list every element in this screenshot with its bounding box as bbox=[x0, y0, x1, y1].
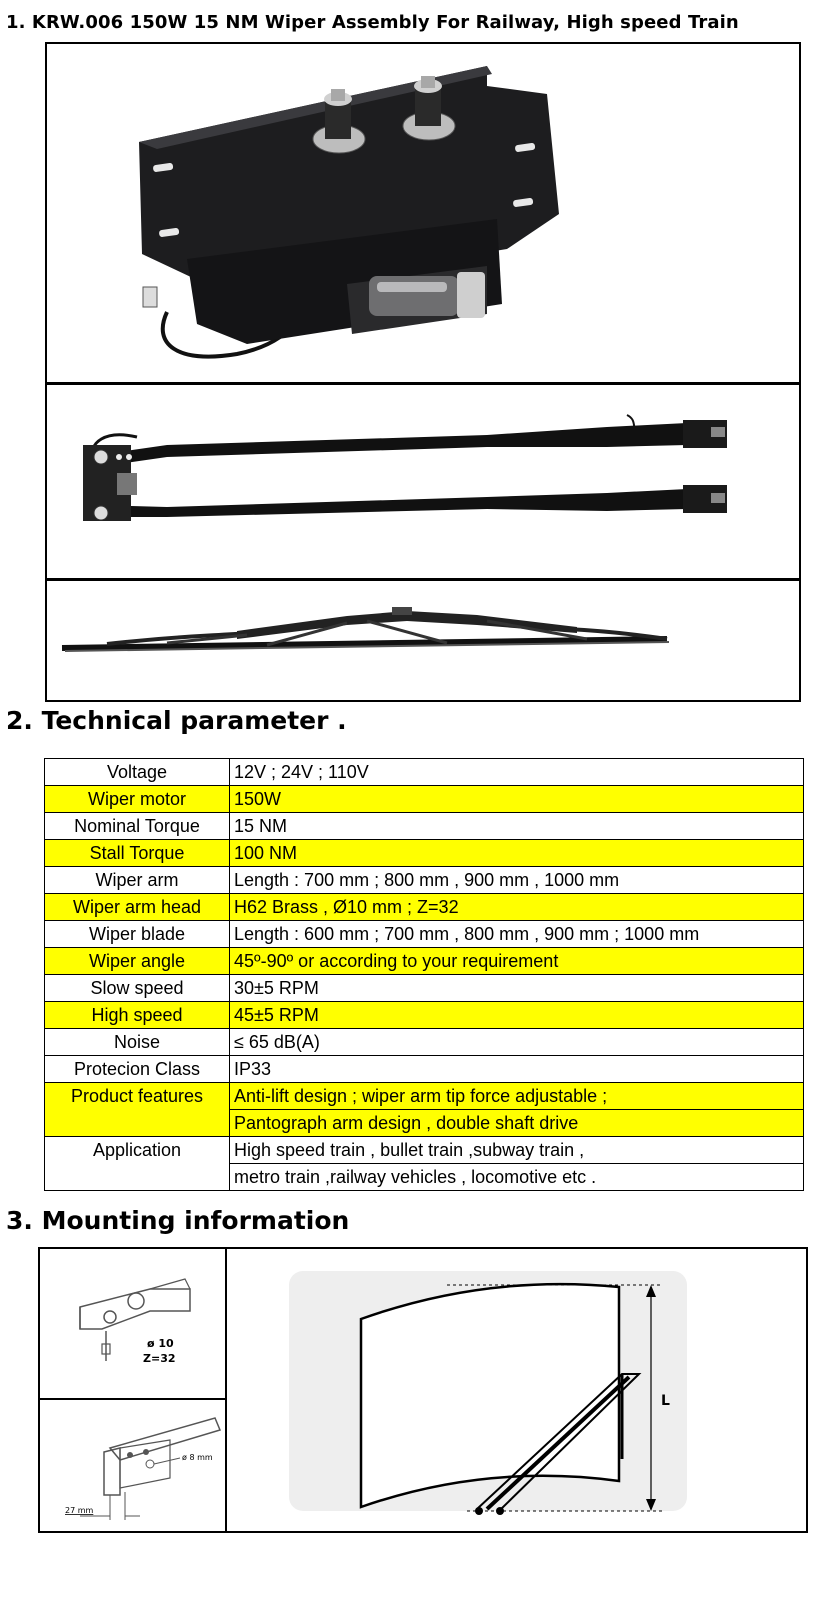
wiper-blade-photo bbox=[47, 581, 799, 702]
spec-value: Length : 700 mm ; 800 mm , 900 mm , 1000 mm bbox=[230, 867, 804, 894]
spec-row-application-cont bbox=[45, 1164, 804, 1191]
section-3-title: 3. Mounting information bbox=[6, 1206, 350, 1235]
section-1-title: 1. KRW.006 150W 15 NM Wiper Assembly For Railway, High speed Train bbox=[6, 12, 739, 33]
spec-label: Stall Torque bbox=[45, 840, 230, 867]
spec-label: Protecion Class bbox=[45, 1056, 230, 1083]
spec-value: ≤ 65 dB(A) bbox=[230, 1029, 804, 1056]
section-2-title: 2. Technical parameter . bbox=[6, 706, 347, 735]
spec-value: H62 Brass , Ø10 mm ; Z=32 bbox=[230, 894, 804, 921]
spec-value: Anti-lift design ; wiper arm tip force adjustable ; bbox=[230, 1083, 804, 1110]
spec-value: Length : 600 mm ; 700 mm , 800 mm , 900 mm ; 1000 mm bbox=[230, 921, 804, 948]
spec-label: Wiper blade bbox=[45, 921, 230, 948]
spec-label: Wiper motor bbox=[45, 786, 230, 813]
spec-label: Product features bbox=[45, 1083, 230, 1110]
spec-value: 15 NM bbox=[230, 813, 804, 840]
spec-row bbox=[45, 921, 804, 948]
spec-row bbox=[45, 1056, 804, 1083]
spec-label-empty bbox=[45, 1110, 230, 1137]
spec-label: Wiper angle bbox=[45, 948, 230, 975]
spec-row bbox=[45, 813, 804, 840]
spec-value: 100 NM bbox=[230, 840, 804, 867]
technical-parameter-table bbox=[44, 758, 804, 1191]
spec-label: Wiper arm head bbox=[45, 894, 230, 921]
spec-row bbox=[45, 867, 804, 894]
spec-row bbox=[45, 894, 804, 921]
spec-value: 45º-90º or according to your requirement bbox=[230, 948, 804, 975]
product-photos bbox=[45, 42, 801, 702]
hole-diameter-label: ø 8 mm bbox=[182, 1453, 213, 1462]
spec-value: 150W bbox=[230, 786, 804, 813]
spec-row bbox=[45, 1002, 804, 1029]
spec-label: Nominal Torque bbox=[45, 813, 230, 840]
spec-row bbox=[45, 840, 804, 867]
spec-row-application bbox=[45, 1137, 804, 1164]
spec-row bbox=[45, 786, 804, 813]
bracket-diagram bbox=[40, 1400, 225, 1530]
mounting-information bbox=[38, 1247, 808, 1533]
spec-value: 12V ; 24V ; 110V bbox=[230, 759, 804, 786]
spec-value: Pantograph arm design , double shaft drive bbox=[230, 1110, 804, 1137]
spec-label: Voltage bbox=[45, 759, 230, 786]
spec-value: 30±5 RPM bbox=[230, 975, 804, 1002]
spec-row-features-cont bbox=[45, 1110, 804, 1137]
spec-row bbox=[45, 948, 804, 975]
wiper-arms-photo bbox=[47, 385, 799, 581]
mounting-details bbox=[40, 1249, 227, 1531]
spec-label: High speed bbox=[45, 1002, 230, 1029]
spec-label: Noise bbox=[45, 1029, 230, 1056]
wiper-motor-photo bbox=[47, 44, 799, 385]
spec-label: Wiper arm bbox=[45, 867, 230, 894]
length-label: L bbox=[661, 1393, 670, 1409]
spec-row bbox=[45, 1029, 804, 1056]
spec-value: metro train ,railway vehicles , locomotive etc . bbox=[230, 1164, 804, 1191]
spec-label: Application bbox=[45, 1137, 230, 1164]
arm-head-diameter-label: ø 10 bbox=[147, 1337, 174, 1350]
spec-row bbox=[45, 759, 804, 786]
spec-value: 45±5 RPM bbox=[230, 1002, 804, 1029]
width-label: 27 mm bbox=[65, 1506, 94, 1515]
spec-label-empty bbox=[45, 1164, 230, 1191]
arm-head-teeth-label: Z=32 bbox=[143, 1352, 176, 1365]
spec-label: Slow speed bbox=[45, 975, 230, 1002]
spec-value: IP33 bbox=[230, 1056, 804, 1083]
spec-row-features bbox=[45, 1083, 804, 1110]
spec-value: High speed train , bullet train ,subway train , bbox=[230, 1137, 804, 1164]
spec-row bbox=[45, 975, 804, 1002]
windshield-diagram bbox=[227, 1249, 805, 1531]
arm-head-diagram bbox=[40, 1249, 225, 1400]
